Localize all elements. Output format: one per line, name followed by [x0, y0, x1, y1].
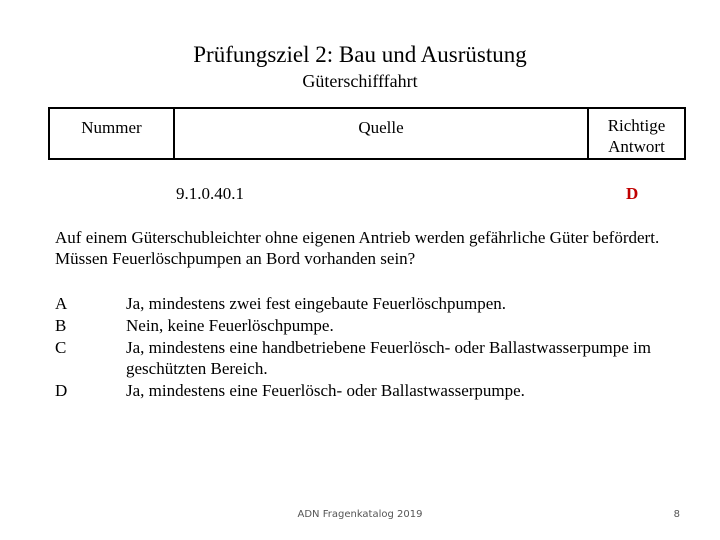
option-letter: D [55, 381, 68, 400]
column-header-line: Richtige [607, 116, 666, 135]
option-letter: A [55, 294, 68, 313]
option-text: Ja, mindestens eine Feuerlösch- oder Ballastwasserpumpe. [126, 381, 525, 400]
column-header-nummer: Nummer [81, 118, 142, 137]
option-text: Ja, mindestens eine handbetriebene Feuerlösch- oder Ballastwasserpumpe im geschützten Bereich. [126, 338, 651, 378]
option-text: Ja, mindestens zwei fest eingebaute Feuerlöschpumpen. [126, 294, 507, 313]
option-letter: B [55, 316, 67, 335]
column-header-richtige-antwort [589, 115, 684, 157]
page-title: Prüfungsziel 2: Bau und Ausrüstung [193, 42, 527, 67]
page-subtitle: Güterschifffahrt [302, 71, 418, 91]
question-text: Auf einem Güterschubleichter ohne eigenen Antrieb werden gefährliche Güter befördert. Müssen Feuerlöschpumpen an Bord vorhanden sein? [55, 228, 660, 268]
option-text: Nein, keine Feuerlöschpumpe. [126, 316, 334, 335]
page-number: 8 [673, 509, 680, 520]
question-number: 9.1.0.40.1 [176, 184, 244, 203]
header-table [48, 107, 686, 160]
column-header-quelle: Quelle [358, 118, 404, 137]
footer-catalog: ADN Fragenkatalog 2019 [297, 509, 423, 520]
column-header-line: Antwort [608, 137, 665, 156]
option-letter: C [55, 338, 67, 357]
correct-answer: D [626, 184, 639, 203]
